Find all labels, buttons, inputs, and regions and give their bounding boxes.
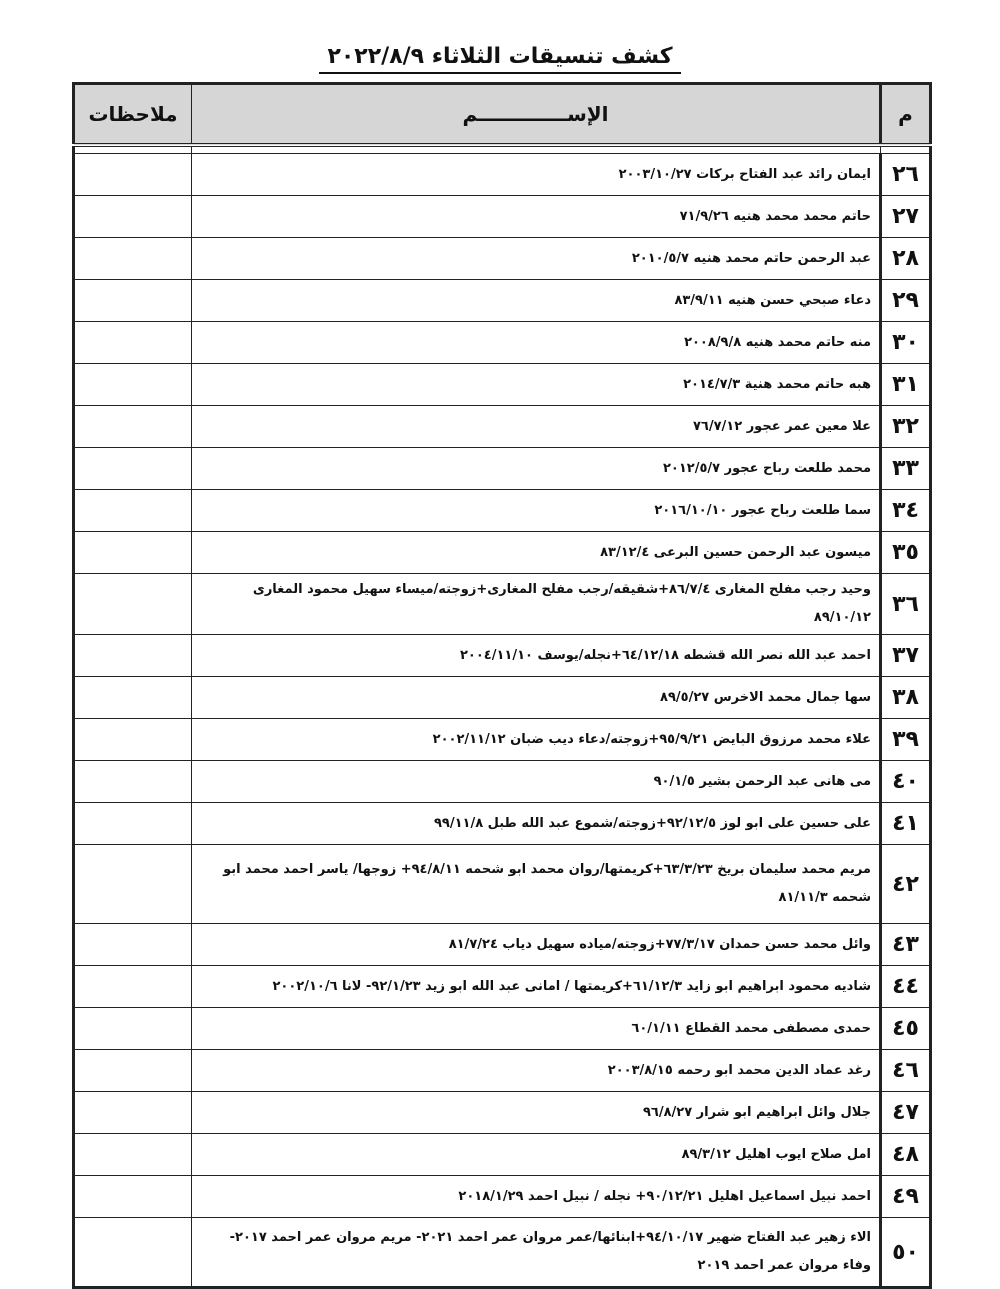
row-name: علاء محمد مرزوق البايض ٩٥/٩/٢١+زوجته/دعاء ديب ضبان ٢٠٠٢/١١/١٢ xyxy=(192,719,881,761)
coordination-table xyxy=(72,82,932,1289)
table-row xyxy=(74,1176,931,1218)
row-number: ٢٧ xyxy=(881,196,931,238)
row-notes xyxy=(74,532,192,574)
table-row xyxy=(74,677,931,719)
row-name: ايمان رائد عبد الفتاح بركات ٢٠٠٣/١٠/٢٧ xyxy=(192,154,881,196)
row-name: وائل محمد حسن حمدان ٧٧/٣/١٧+زوجته/مياده سهيل دياب ٨١/٧/٢٤ xyxy=(192,924,881,966)
row-number: ٣٩ xyxy=(881,719,931,761)
row-number: ٤١ xyxy=(881,803,931,845)
table-row xyxy=(74,635,931,677)
row-name: وحيد رجب مفلح المغارى ٨٦/٧/٤+شقيقه/رجب مفلح المغارى+زوجته/ميساء سهيل محمود المغارى ٨٩/١٠/١٢ xyxy=(192,574,881,635)
row-notes xyxy=(74,406,192,448)
row-name: احمد عبد الله نصر الله قشطه ٦٤/١٢/١٨+نجله/يوسف ٢٠٠٤/١١/١٠ xyxy=(192,635,881,677)
row-number: ٣٧ xyxy=(881,635,931,677)
row-notes xyxy=(74,635,192,677)
header-gap xyxy=(74,145,931,154)
table-row xyxy=(74,448,931,490)
row-number: ٤٨ xyxy=(881,1134,931,1176)
row-number: ٤٤ xyxy=(881,966,931,1008)
row-number: ٤٢ xyxy=(881,845,931,924)
table-row xyxy=(74,1218,931,1288)
row-name: شاديه محمود ابراهيم ابو زايد ٦١/١٢/٣+كريمتها / امانى عبد الله ابو زيد ٩٢/١/٢٣- لانا ٢٠٠٢/١٠/٦ xyxy=(192,966,881,1008)
row-notes xyxy=(74,322,192,364)
row-name: مريم محمد سليمان بريخ ٦٣/٣/٢٣+كريمتها/روان محمد ابو شحمه ٩٤/٨/١١+ زوجها/ ياسر احمد محمد ابو شحمه ٨١/١١/٣ xyxy=(192,845,881,924)
table-row xyxy=(74,196,931,238)
row-number: ٣٨ xyxy=(881,677,931,719)
row-name: الاء زهير عبد الفتاح ضهير ٩٤/١٠/١٧+ابنائها/عمر مروان عمر احمد ٢٠٢١- مريم مروان عمر احمد ٢٠١٧- وفاء مروان عمر احمد ٢٠١٩ xyxy=(192,1218,881,1288)
row-number: ٣١ xyxy=(881,364,931,406)
table-row xyxy=(74,966,931,1008)
row-name: ميسون عبد الرحمن حسين البرعى ٨٣/١٢/٤ xyxy=(192,532,881,574)
row-name: محمد طلعت رباح عجور ٢٠١٢/٥/٧ xyxy=(192,448,881,490)
row-notes xyxy=(74,845,192,924)
row-name: دعاء صبحي حسن هنيه ٨٣/٩/١١ xyxy=(192,280,881,322)
table-row xyxy=(74,238,931,280)
row-name: رغد عماد الدين محمد ابو رحمه ٢٠٠٣/٨/١٥ xyxy=(192,1050,881,1092)
row-notes xyxy=(74,1134,192,1176)
table-row xyxy=(74,154,931,196)
row-name: سها جمال محمد الاخرس ٨٩/٥/٢٧ xyxy=(192,677,881,719)
table-row xyxy=(74,1008,931,1050)
table-row xyxy=(74,761,931,803)
row-number: ٤٥ xyxy=(881,1008,931,1050)
row-name: سما طلعت رباح عجور ٢٠١٦/١٠/١٠ xyxy=(192,490,881,532)
row-notes xyxy=(74,1218,192,1288)
row-number: ٤٣ xyxy=(881,924,931,966)
table-row xyxy=(74,406,931,448)
row-number: ٢٩ xyxy=(881,280,931,322)
table-row xyxy=(74,280,931,322)
table-row xyxy=(74,1134,931,1176)
row-notes xyxy=(74,1050,192,1092)
row-number: ٢٨ xyxy=(881,238,931,280)
table-row xyxy=(74,322,931,364)
row-notes xyxy=(74,490,192,532)
row-number: ٤٧ xyxy=(881,1092,931,1134)
table-row xyxy=(74,719,931,761)
row-number: ٤٦ xyxy=(881,1050,931,1092)
table-row xyxy=(74,490,931,532)
row-name: على حسين على ابو لوز ٩٢/١٢/٥+زوجته/شموع عبد الله طبل ٩٩/١١/٨ xyxy=(192,803,881,845)
table-row xyxy=(74,574,931,635)
table-row xyxy=(74,532,931,574)
table-row xyxy=(74,1092,931,1134)
row-number: ٣٠ xyxy=(881,322,931,364)
row-notes xyxy=(74,966,192,1008)
row-notes xyxy=(74,803,192,845)
row-number: ٤٠ xyxy=(881,761,931,803)
row-notes xyxy=(74,448,192,490)
row-notes xyxy=(74,1008,192,1050)
row-name: هبه حاتم محمد هنية ٢٠١٤/٧/٣ xyxy=(192,364,881,406)
table-row xyxy=(74,924,931,966)
table-row xyxy=(74,1050,931,1092)
row-number: ٣٥ xyxy=(881,532,931,574)
row-number: ٣٤ xyxy=(881,490,931,532)
row-notes xyxy=(74,574,192,635)
row-notes xyxy=(74,238,192,280)
table-row xyxy=(74,845,931,924)
row-notes xyxy=(74,924,192,966)
row-name: حاتم محمد محمد هنيه ٧١/٩/٢٦ xyxy=(192,196,881,238)
row-number: ٤٩ xyxy=(881,1176,931,1218)
row-name: امل صلاح ايوب اهليل ٨٩/٣/١٢ xyxy=(192,1134,881,1176)
row-number: ٣٦ xyxy=(881,574,931,635)
row-notes xyxy=(74,280,192,322)
row-notes xyxy=(74,677,192,719)
row-notes xyxy=(74,719,192,761)
header-num: م xyxy=(881,84,931,146)
title-text: كشف تنسيقات الثلاثاء ٢٠٢٢/٨/٩ xyxy=(319,44,680,74)
header-notes: ملاحظات xyxy=(74,84,192,146)
row-notes xyxy=(74,154,192,196)
row-name: عبد الرحمن حاتم محمد هنيه ٢٠١٠/٥/٧ xyxy=(192,238,881,280)
table-header xyxy=(74,84,931,146)
row-notes xyxy=(74,364,192,406)
page-title xyxy=(0,44,1000,74)
row-name: جلال وائل ابراهيم ابو شرار ٩٦/٨/٢٧ xyxy=(192,1092,881,1134)
row-name: احمد نبيل اسماعيل اهليل ٩٠/١٢/٢١+ نجله / نبيل احمد ٢٠١٨/١/٢٩ xyxy=(192,1176,881,1218)
row-notes xyxy=(74,196,192,238)
row-notes xyxy=(74,761,192,803)
table-row xyxy=(74,364,931,406)
header-name: الإســـــــــــــم xyxy=(192,84,881,146)
row-number: ٣٣ xyxy=(881,448,931,490)
row-name: منه حاتم محمد هنيه ٢٠٠٨/٩/٨ xyxy=(192,322,881,364)
row-number: ٣٢ xyxy=(881,406,931,448)
table-body xyxy=(74,145,931,1288)
row-notes xyxy=(74,1176,192,1218)
row-notes xyxy=(74,1092,192,1134)
row-number: ٥٠ xyxy=(881,1218,931,1288)
row-name: حمدى مصطفى محمد القطاع ٦٠/١/١١ xyxy=(192,1008,881,1050)
row-name: مى هانى عبد الرحمن بشير ٩٠/١/٥ xyxy=(192,761,881,803)
table-row xyxy=(74,803,931,845)
row-name: علا معين عمر عجور ٧٦/٧/١٢ xyxy=(192,406,881,448)
row-number: ٢٦ xyxy=(881,154,931,196)
